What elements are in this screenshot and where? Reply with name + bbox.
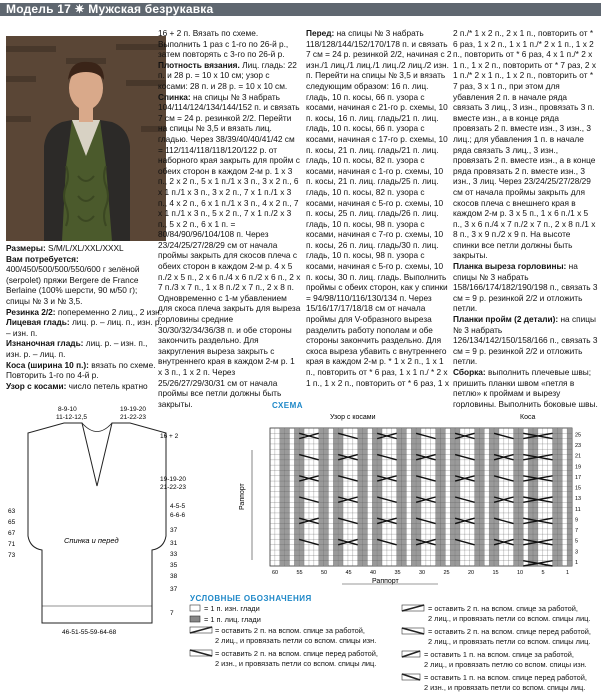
- row-number: 25: [575, 432, 582, 439]
- dim-right-4: 6-6-6: [170, 512, 186, 519]
- dim-left-5: 73: [8, 552, 16, 559]
- dim-right-7: 33: [170, 551, 178, 558]
- rapport-bottom-label: Раппорт: [372, 578, 399, 585]
- row-number: 11: [575, 506, 581, 513]
- row-number: 17: [575, 474, 582, 481]
- back-neckline: [82, 423, 112, 432]
- col-number: 45: [345, 570, 352, 576]
- dim-right-8: 35: [170, 562, 178, 569]
- schema-title: СХЕМА: [272, 401, 304, 410]
- dim-right-9: 38: [170, 573, 178, 580]
- dim-right-5: 37: [170, 527, 178, 534]
- assembly-text: Сборка: выполнить плечевые швы; пришить планки швом «петля в петлю» к проймам и вырезу горловины. Выполнить боковые швы.: [453, 367, 598, 409]
- col-number: 35: [394, 570, 401, 576]
- schematic-label: Спинка и перед: [64, 536, 119, 545]
- legend-cable-4: = оставить 2 п. на вспом. спице перед работой, 2 лиц., и провязать петли со вспом. спицы лиц.: [428, 627, 591, 646]
- legend-purl: = 1 п. изн. глади: [204, 604, 260, 613]
- legend-cable-5: = оставить 1 п. на вспом. спице за работой, 2 лиц., и провязать петлю со вспом. спицы изн.: [424, 650, 587, 669]
- row-number: 19: [575, 464, 582, 471]
- dim-right-1: 19-19-20: [160, 476, 187, 483]
- chart-row-numbers: [575, 432, 581, 565]
- dim-top-mid-2: 21-22-23: [120, 414, 147, 421]
- chart-col-numbers: [272, 570, 569, 576]
- row-number: 15: [575, 485, 582, 492]
- dim-left-1: 63: [8, 508, 16, 515]
- page-title: Модель 17 ✷ Мужская безрукавка: [6, 2, 214, 16]
- dim-right-3: 4-5-5: [170, 503, 186, 510]
- col-number: 10: [517, 570, 524, 576]
- row-number: 9: [575, 517, 579, 524]
- col-number: 40: [370, 570, 377, 576]
- neckband-text: Планка выреза горловины: на спицы № 3 набрать 158/166/174/182/190/198 п., связать 3 см = 9 р. резинкой 2/2 и отложить петли.: [453, 261, 598, 314]
- materials-text: Вам потребуется: 400/450/500/500/550/600 г зелёной (serpolet) пряжи Bergere de France Berlaine (100% шерсти, 90 м/50 г); спицы № 3 и № 3,5.: [6, 253, 140, 306]
- dim-top-left-1: 8-9-10: [58, 406, 77, 413]
- density-text: Плотность вязания. Лиц. гладь: 22 п. и 28 р. = 10 x 10 см; узор с косами: 28 п. и 28 р. = 10 x 10 см.: [158, 59, 297, 91]
- row-number: 3: [575, 549, 579, 556]
- cable-symbol-2: [190, 650, 212, 656]
- kosa-label: Коса: [520, 414, 536, 421]
- col-number: 60: [272, 570, 279, 576]
- legend-cable-3: = оставить 2 п. на вспом. спице за работой, 2 лиц., и провязать петли со вспом. спицы лиц.: [428, 604, 591, 623]
- col-number: 5: [541, 570, 545, 576]
- model-photo: [6, 36, 166, 241]
- cable-pattern-text: Узор с косами: число петель кратно: [6, 380, 148, 391]
- row-number: 7: [575, 528, 579, 535]
- col-number: 30: [419, 570, 426, 576]
- cable-symbol-4: [402, 628, 424, 634]
- header: [0, 0, 601, 18]
- dim-top-right: 16 + 2: [160, 433, 179, 440]
- braid-text: Коса (ширина 10 п.): вязать по схеме. Повторить 1-го по 4-й р.: [6, 359, 156, 381]
- materials-column: [6, 243, 162, 391]
- dim-left-2: 65: [8, 519, 16, 526]
- dim-right-11: 7: [170, 610, 174, 617]
- col-number: 20: [468, 570, 475, 576]
- col-number: 25: [443, 570, 450, 576]
- knitting-chart: [230, 410, 600, 590]
- dim-top-mid-1: 19-19-20: [120, 406, 147, 413]
- dim-top-left-2: 11-12-12,5: [56, 414, 87, 421]
- dim-right-10: 37: [170, 586, 178, 593]
- front-continuation: 2 п./* 1 x 2 п., 2 x 1 п., повторить от * 6 раз, 1 x 2 п., 1 x 1 п./* 2 x 1 п., 1 x 2 п., повторить от * 6 раз, 4 x 1 п./* 2 x 1 п., 1 x 2 п., повторить от * 7 раз, 2 x 1 п./* 2 x 1 п., 1 x 2 п., повторить от * 7 раз, 3 x 1 п., при этом для убавления 2 п. в начале ряда связать 3 лиц., 3 изн., провязать 3 п. вместе изн., а в конце ряда провязать 2 п. вместе изн., 3 изн., 3 лиц.; для убавления 1 п. в начале ряда связать 3 лиц., 3 изн., провязать 2 п. вместе изн., а в конце ряда провязать 2 п. вместе изн., 3 изн., 3 лиц. Через 23/24/25/27/28/29 см от начала проймы закрыть для скосов плеча с внешнего края в каждом 2-м р. 3 x 5 п., 1 x 6 п./1 x 5 п., 3 x 6 п./4 x 7 п./2 x 7 п., 2 x 8 п./1 x 8 п., 3 x 9 п./2 x 9 п. На высоте спинки все петли должны быть закрыты.: [453, 28, 596, 261]
- dim-bottom: 46-51-55-59-64-68: [62, 629, 117, 636]
- front-column: [306, 28, 452, 388]
- col-number: 1: [566, 570, 570, 576]
- knit-symbol: [190, 616, 200, 622]
- dim-left-4: 71: [8, 541, 16, 548]
- garment-outline: [28, 423, 166, 623]
- dim-left-3: 67: [8, 530, 16, 537]
- row-number: 5: [575, 538, 579, 545]
- cable-symbol-6: [402, 674, 420, 680]
- sizes-text: Размеры: S/M/L/XL/XXL/XXXL: [6, 243, 124, 253]
- pattern-continuation: 16 + 2 п. Вязать по схеме. Выполнить 1 раз с 1-го по 26-й р., затем повторять с 3-го по 26-й р.: [158, 28, 289, 60]
- legend-knit: = 1 п. лиц. глади: [204, 615, 261, 624]
- legend-cable-6: = оставить 1 п. на вспом. спице перед работой, 2 изн., и провязать петли со вспом. спицы лиц.: [424, 673, 587, 692]
- front-text: Перед: на спицы № 3 набрать 118/128/144/152/170/178 п. и связать 7 см = 24 р. резинкой 2/2, начиная с 2 изн./1 лиц./1 лиц./1 лиц./2 лиц./2 изн. п. Перейти на спицы № 3,5 и вязать следующим образом: 16 п. лиц. гладь, 10 п. косы, 66 п. узора с косами, начиная с 21-го р. схемы, 10 п. косы, 16 п. лиц. гладь/21 п. лиц. гладь, 10 п. косы, 66 п. узора с косами, начиная с 17-го р. схемы, 10 п. косы, 21 п. лиц. гладь/21 п. лиц. гладь, 10 п. косы, 82 п. узора с косами, начиная с 1-го р. схемы, 10 п. косы, 21 п. лиц. гладь/25 п. лиц. гладь, 10 п. косы, 82 п. узора с косами, начиная с 5-го р. схемы, 10 п. косы, 25 п. лиц. гладь/26 п. лиц. гладь, 10 п. косы, 98 п. узора с косами, начиная с 7-го р. схемы, 10 п. косы, 26 п. лиц. гладь/30 п. лиц. гладь, 10 п. косы, 98 п. узора с косами, начиная с 5-го р. схемы, 10 п. косы, 30 п. лиц. гладь. Выполнить проймы с обеих сторон, как у спинки = 94/98/110/116/130/134 п. Через 15/16/17/17/18/18 см от начала проймы для V-образного выреза разделить работу пополам и обе стороны закончить раздельно. Для скоса выреза убавить с внутреннего края в каждом 2-м р. * 1 x 2 п., 1 x 1 п., повторить от * 6 раз, 1 x 1 п./ * 2 x 1 п., 1 x 2 п., повторить от * 6 раз, 1 x: [306, 28, 452, 388]
- legend-title: УСЛОВНЫЕ ОБОЗНАЧЕНИЯ: [190, 594, 312, 603]
- rib-text: Резинка 2/2: попеременно 2 лиц., 2 изн.: [6, 306, 163, 317]
- rapport-left-label: Раппорт: [239, 483, 246, 510]
- stockinette-text: Лицевая гладь: лиц. р. – лиц. п., изн. р. – изн. п.: [6, 317, 162, 338]
- garment-schematic: [0, 398, 190, 638]
- row-number: 23: [575, 443, 582, 450]
- row-number: 13: [575, 496, 582, 503]
- purl-symbol: [190, 605, 200, 611]
- back-column: [158, 28, 304, 410]
- cable-symbol-3: [402, 605, 424, 611]
- armband-text: Планки пройм (2 детали): на спицы № 3 набрать 126/134/142/150/158/166 п., связать 3 см = 9 р. резинкой 2/2 и отложить петли.: [453, 314, 598, 367]
- dim-right-6: 31: [170, 540, 178, 547]
- braids-label: Узор с косами: [330, 414, 376, 421]
- dim-right-2: 21-22-23: [160, 484, 187, 491]
- legend-cable-2: = оставить 2 п. на вспом. спице перед работой, 2 изн., и провязать петли со вспом. спицы лиц.: [215, 649, 378, 668]
- cable-symbol-1: [190, 627, 212, 633]
- model-illustration: [6, 36, 166, 241]
- col-number: 50: [321, 570, 328, 576]
- row-number: 21: [575, 453, 582, 460]
- finishing-column: [453, 28, 598, 409]
- col-number: 15: [492, 570, 499, 576]
- back-text: Спинка: на спицы № 3 набрать 104/114/124/134/144/152 п. и связать 7 см = 24 р. резинкой 2/2. Перейти на спицы № 3,5 и вязать лиц. гладью. Через 38/39/40/40/41/42 см = 112/114/118/118/120/122 р. от наборного края закрыть для пройм с обеих сторон в каждом 2-м р. 1 x 3 п., 2 x 2 п., 5 x 1 п./1 x 3 п., 3 x 2 п., 6 x 1 п./1 x 3 п., 3 x 2 п., 7 x 1 п./1 x 3 п., 4 x 2 п., 6 x 1 п./1 x 3 п., 4 x 2 п., 7 x 1 п./1 x 3 п., 5 x 2 п., 7 x 1 п./2 x 3 п., 5 x 2 п., 6 x 1 п. = 80/84/90/96/104/108 п. Через 23/24/25/27/28/29 см от начала проймы закрыть для скосов плеча с обеих сторон в каждом 2-м р. 4 x 5 п./2 x 5 п., 2 x 6 п./4 x 6 п./2 x 6 п., 2 x 7 п./3 x 7 п., 1 x 8 п./2 x 7 п., 2 x 8 п. Одновременно с 1-м убавлением для скоса плеча закрыть для выреза горловины средние 30/30/32/34/36/38 п. и обе стороны закончить раздельно. Для закругления выреза закрыть с внутреннего края в каждом 2-м р. 1 x 3 п., 1 x 2 п. Через 25/26/27/29/30/31 см от начала проймы все петли должны быть закрыты.: [158, 91, 301, 409]
- row-number: 1: [575, 559, 579, 566]
- col-number: 55: [296, 570, 303, 576]
- legend-cable-1: = оставить 2 п. на вспом. спице за работой, 2 лиц., и провязать петли со вспом. спицы изн.: [215, 626, 377, 645]
- reverse-stockinette-text: Изнаночная гладь: лиц. р. – изн. п., изн. р. – лиц. п.: [6, 338, 148, 359]
